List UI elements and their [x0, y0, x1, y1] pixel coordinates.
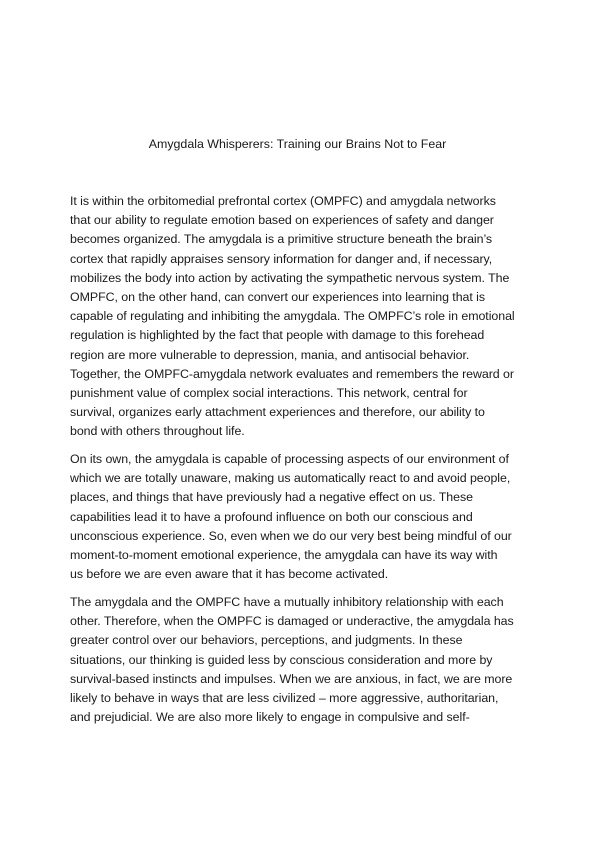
text-line: places, and things that have previously had a negative effect on us. These [70, 490, 473, 505]
text-line: and prejudicial. We are also more likely to engage in compulsive and self- [70, 710, 470, 725]
text-line: On its own, the amygdala is capable of processing aspects of our environment of [70, 452, 509, 466]
text-line: cortex that rapidly appraises sensory information for danger and, if necessary, [70, 251, 493, 266]
text-line: mobilizes the body into action by activating the sympathetic nervous system. The [70, 270, 510, 285]
document-title: Amygdala Whisperers: Training our Brains Not to Fear [148, 137, 447, 151]
text-line: that our ability to regulate emotion based on experiences of safety and danger [70, 213, 494, 228]
text-line: capabilities lead it to have a profound influence on both our conscious and [70, 509, 473, 524]
text-line: moment-to-moment emotional experience, the amygdala can have its way with [70, 547, 498, 562]
text-line: capable of regulating and inhibiting the amygdala. The OMPFC’s role in emotional [70, 309, 515, 324]
text-line: us before we are even aware that it has become activated. [70, 567, 389, 582]
text-line: greater control over our behaviors, perceptions, and judgments. In these [70, 633, 463, 648]
text-line: regulation is highlighted by the fact that people with damage to this forehead [70, 328, 485, 343]
text-line: which we are totally unaware, making us automatically react to and avoid people, [70, 471, 511, 486]
paragraph [70, 593, 530, 727]
text-line: unconscious experience. So, even when we do our very best being mindful of our [70, 528, 512, 543]
paragraph [70, 450, 530, 584]
text-line: survival, organizes early attachment experiences and therefore, our ability to [70, 405, 485, 420]
text-line: It is within the orbitomedial prefrontal cortex (OMPFC) and amygdala networks [70, 194, 496, 208]
text-line: punishment value of complex social interactions. This network, central for [70, 385, 468, 400]
text-line: other. Therefore, when the OMPFC is damaged or underactive, the amygdala has [70, 614, 514, 629]
text-line: survival-based instincts and impulses. When we are anxious, in fact, we are more [70, 671, 513, 686]
text-line: The amygdala and the OMPFC have a mutually inhibitory relationship with each [70, 595, 504, 609]
text-line: bond with others throughout life. [70, 424, 245, 439]
text-line: becomes organized. The amygdala is a primitive structure beneath the brain’s [70, 232, 493, 247]
text-line: situations, our thinking is guided less by conscious consideration and more by [70, 652, 493, 667]
text-line: region are more vulnerable to depression, mania, and antisocial behavior. [70, 347, 470, 362]
text-line: likely to behave in ways that are less civilized – more aggressive, authoritarian, [70, 690, 499, 705]
text-line: OMPFC, on the other hand, can convert our experiences into learning that is [70, 289, 486, 304]
paragraph [70, 192, 530, 441]
text-line: Together, the OMPFC-amygdala network evaluates and remembers the reward or [70, 366, 514, 381]
